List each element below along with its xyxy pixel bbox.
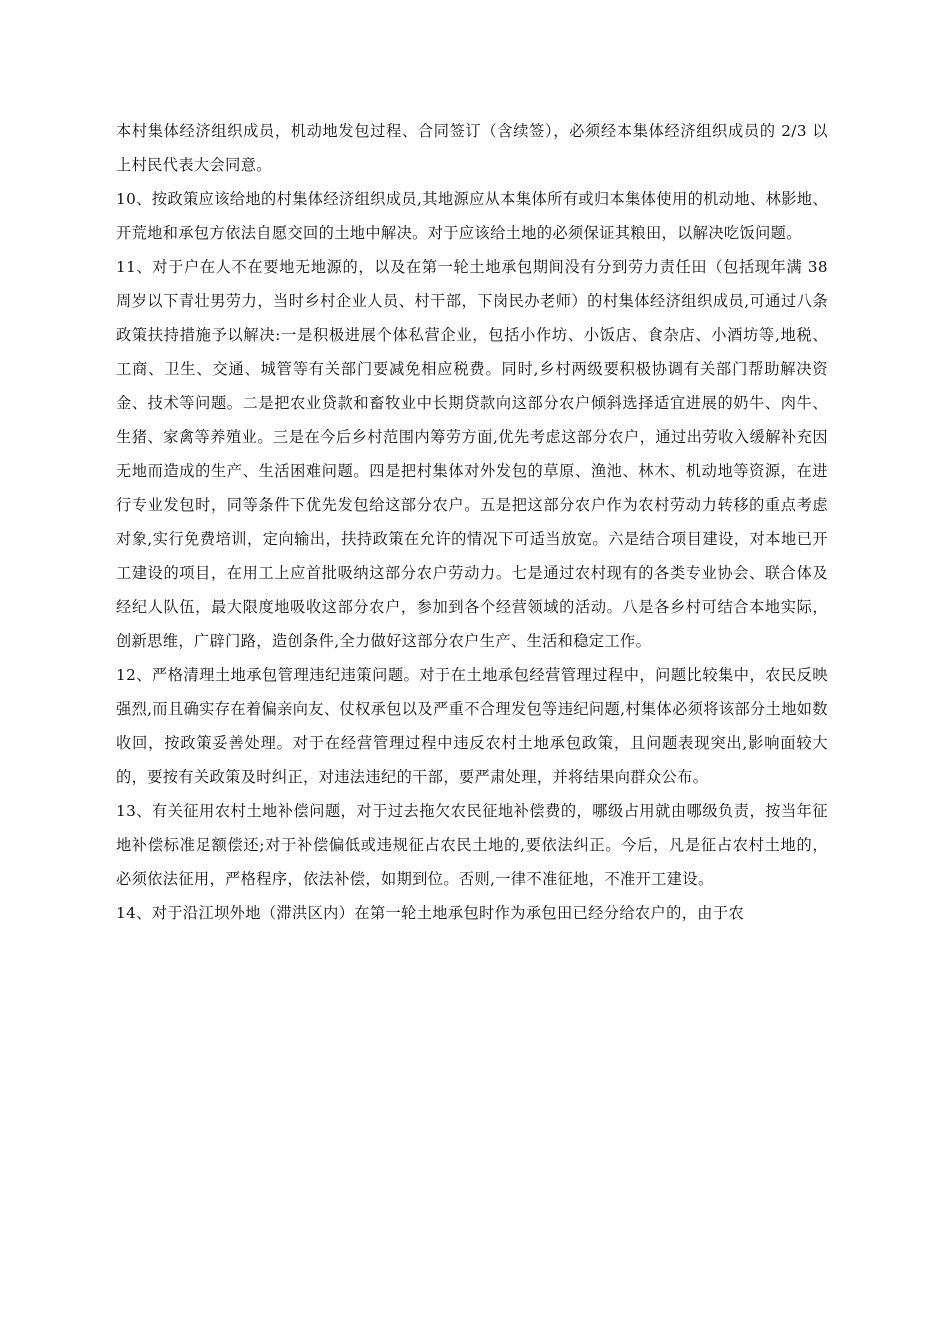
paragraph-item-14: 14、对于沿江坝外地（滞洪区内）在第一轮土地承包时作为承包田已经分给农户的，由于农 [116, 904, 745, 922]
document-body [116, 114, 828, 930]
paragraph-item-11: 11、对于户在人不在要地无地源的，以及在第一轮土地承包期间没有分到劳力责任田（包括现年满 38 周岁以下青壮男劳力，当时乡村企业人员、村干部，下岗民办老师）的村集体经济组织成员,可通过八条政策扶持措施予以解决:一是积极进展个体私营企业，包括小作坊、小饭店、食杂店、小酒坊等,地税、工商、卫生、交通、城管等有关部门要减免相应税费。同时,乡村两级要积极协调有关部门帮助解决资金、技术等问题。二是把农业贷款和畜牧业中长期贷款向这部分农户倾斜选择适宜进展的奶牛、肉牛、生猪、家禽等养殖业。三是在今后乡村范围内筹劳方面,优先考虑这部分农户，通过出劳收入缓解补充因无地而造成的生产、生活困难问题。四是把村集体对外发包的草原、渔池、林木、机动地等资源，在进行专业发包时，同等条件下优先发包给这部分农户。五是把这部分农户作为农村劳动力转移的重点考虑对象,实行免费培训，定向输出，扶持政策在允许的情况下可适当放宽。六是结合项目建设，对本地已开工建设的项目，在用工上应首批吸纳这部分农户劳动力。七是通过农村现有的各类专业协会、联合体及经纪人队伍，最大限度地吸收这部分农户，参加到各个经营领域的活动。八是各乡村可结合本地实际，创新思维，广辟门路，造创条件,全力做好这部分农户生产、生活和稳定工作。 [116, 258, 828, 650]
paragraph-item-10: 10、按政策应该给地的村集体经济组织成员,其地源应从本集体所有或归本集体使用的机动地、林影地、开荒地和承包方依法自愿交回的土地中解决。对于应该给土地的必须保证其粮田，以解决吃饭问题。 [116, 190, 828, 242]
paragraph-item-13: 13、有关征用农村土地补偿问题，对于过去拖欠农民征地补偿费的，哪级占用就由哪级负责，按当年征地补偿标准足额偿还;对于补偿偏低或违规征占农民土地的,要依法纠正。今后，凡是征占农村土地的，必须依法征用，严格程序，依法补偿，如期到位。否则,一律不准征地，不准开工建设。 [116, 802, 828, 888]
paragraph-item-12: 12、严格清理土地承包管理违纪违策问题。对于在土地承包经营管理过程中，问题比较集中，农民反映强烈,而且确实存在着偏亲向友、仗权承包以及严重不合理发包等违纪问题,村集体必须将该部分土地如数收回，按政策妥善处理。对于在经营管理过程中违反农村土地承包政策，且问题表现突出,影响面较大的，要按有关政策及时纠正，对违法违纪的干部，要严肃处理，并将结果向群众公布。 [116, 666, 828, 786]
paragraph-continuation: 本村集体经济组织成员，机动地发包过程、合同签订（含续签），必须经本集体经济组织成员的 2/3 以上村民代表大会同意。 [116, 122, 828, 174]
